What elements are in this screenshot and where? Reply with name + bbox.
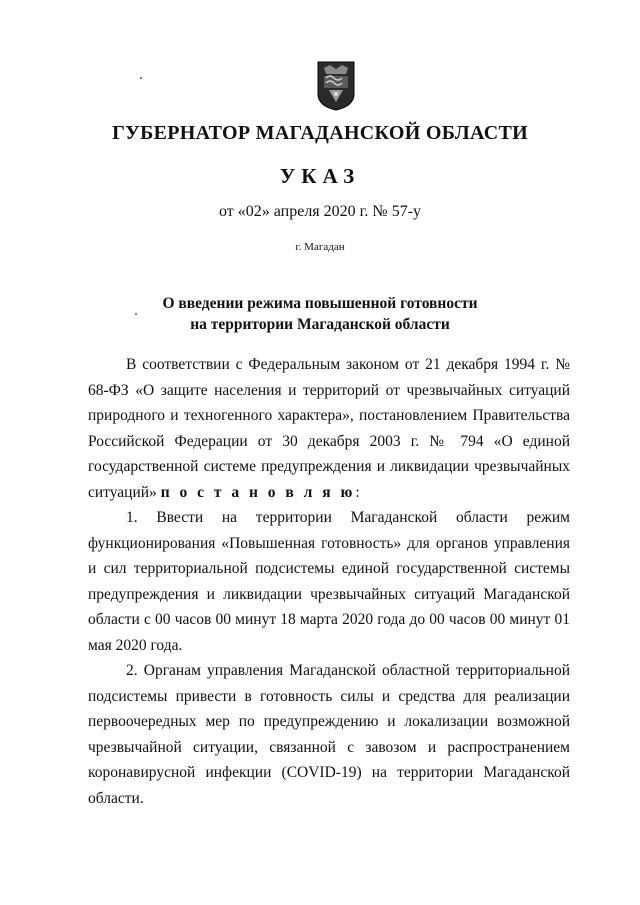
subject-line-1: О введении режима повышенной готовности — [162, 295, 478, 312]
preamble-text: В соответствии с Федеральным законом от 21 декабря 1994 г. № 68-ФЗ «О защите населения и территорий от чрезвычайных ситуаций природного и техногенного характера», постановлением Правительства Российской Федерации от 30 декабря 2003 г. № 794 «О единой государственной системе предупреждения и ликвидации чрезвычайных ситуаций» — [88, 356, 570, 501]
scan-speck — [140, 77, 142, 79]
paragraph-item-1: 1. Ввести на территории Магаданской области режим функционирования «Повышенная готовность» для органов управления и сил территориальной подсистемы единой государственной системы предупреждения и ликвидации чрезвычайных ситуаций Магаданской области с 00 часов 00 минут 18 марта 2020 года до 00 часов 00 минут 01 мая 2020 года. — [88, 509, 570, 654]
coat-of-arms-icon — [316, 60, 356, 112]
document-city: г. Магадан — [295, 241, 345, 253]
document-type-title: УКАЗ — [279, 164, 361, 188]
decree-colon: : — [355, 483, 360, 501]
document-date-number: от «02» апреля 2020 г. № 57-у — [218, 203, 422, 220]
decree-word: п о с т а н о в л я ю — [160, 483, 356, 501]
issuing-authority-title: ГУБЕРНАТОР МАГАДАНСКОЙ ОБЛАСТИ — [112, 122, 528, 144]
document-body — [88, 352, 570, 811]
paragraph-item-2: 2. Органам управления Магаданской областной территориальной подсистемы привести в готовность силы и средства для реализации первоочередных мер по предупреждению и локализации возможной чрезвычайной ситуации, связанной с завозом и распространением коронавирусной инфекции (COVID-19) на территории Магаданской области. — [88, 662, 570, 807]
subject-line-2: на территории Магаданской области — [190, 316, 450, 333]
document-subject — [0, 293, 640, 335]
preamble-paragraph — [88, 352, 570, 505]
